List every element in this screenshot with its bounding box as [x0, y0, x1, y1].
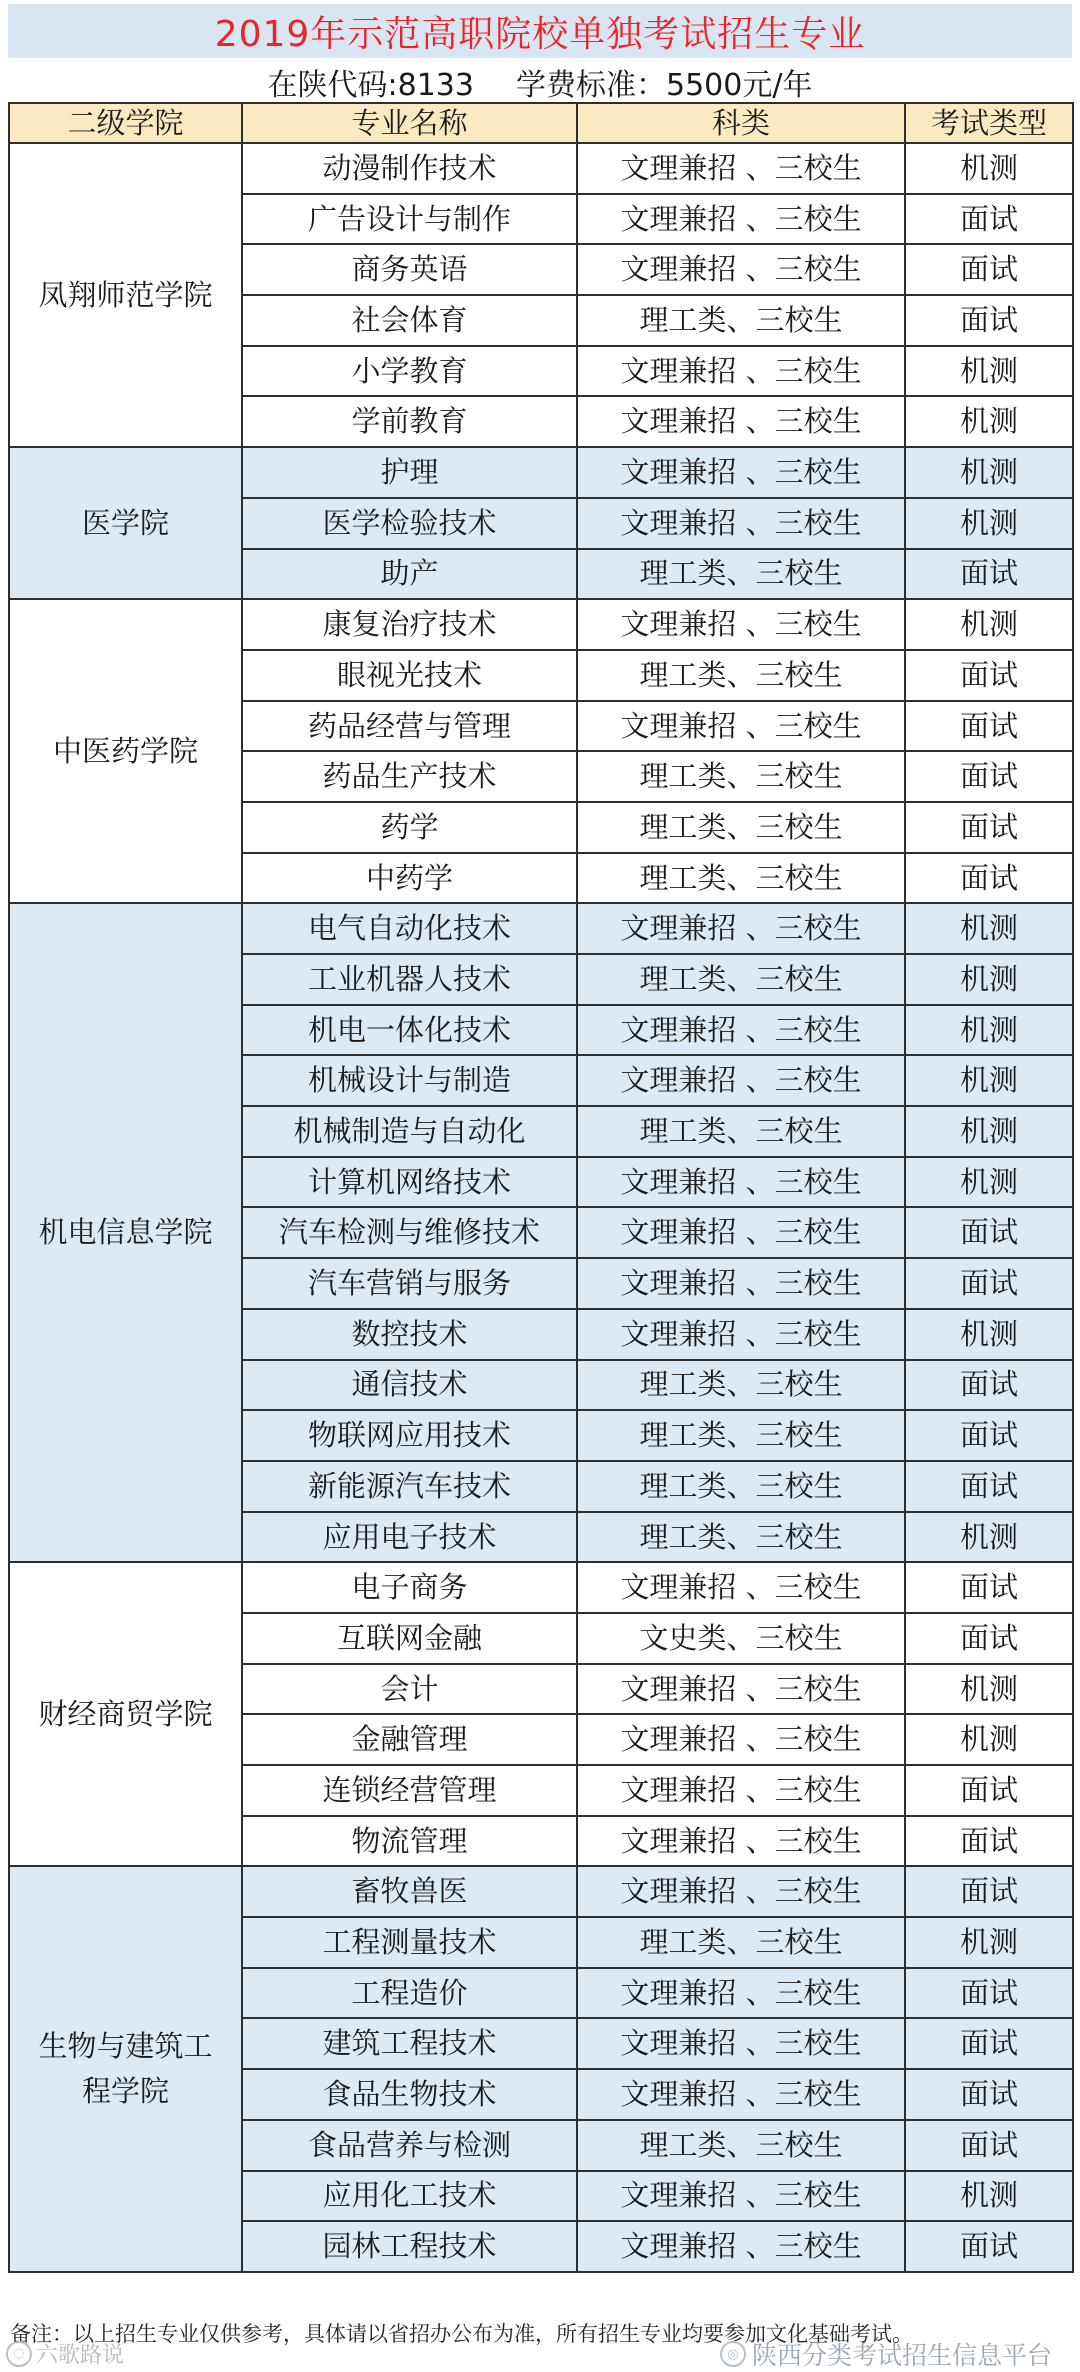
category-cell: 文理兼招 、三校生 [577, 1664, 905, 1715]
category-cell: 文理兼招 、三校生 [577, 1714, 905, 1765]
exam-type-cell: 面试 [905, 1816, 1073, 1867]
title-banner [8, 4, 1072, 58]
exam-type-cell: 面试 [905, 1968, 1073, 2019]
category-cell: 理工类、三校生 [577, 751, 905, 802]
exam-type-cell: 面试 [905, 1613, 1073, 1664]
table-row [9, 1866, 1073, 1917]
exam-type-cell: 机测 [905, 599, 1073, 650]
category-cell: 文理兼招 、三校生 [577, 599, 905, 650]
category-cell: 文理兼招 、三校生 [577, 1968, 905, 2019]
category-cell: 文理兼招 、三校生 [577, 1258, 905, 1309]
major-cell: 工程造价 [242, 1968, 577, 2019]
category-cell: 理工类、三校生 [577, 1106, 905, 1157]
major-cell: 应用化工技术 [242, 2171, 577, 2222]
college-cell: 中医药学院 [9, 599, 242, 903]
exam-type-cell: 面试 [905, 650, 1073, 701]
major-cell: 会计 [242, 1664, 577, 1715]
exam-type-cell: 机测 [905, 1106, 1073, 1157]
major-cell: 建筑工程技术 [242, 2018, 577, 2069]
table-row [9, 903, 1073, 954]
major-cell: 护理 [242, 447, 577, 498]
major-cell: 通信技术 [242, 1360, 577, 1411]
exam-type-cell: 面试 [905, 2018, 1073, 2069]
table-row [9, 447, 1073, 498]
header-exam-type: 考试类型 [905, 103, 1073, 143]
category-cell: 文理兼招 、三校生 [577, 903, 905, 954]
exam-type-cell: 机测 [905, 1309, 1073, 1360]
category-cell: 理工类、三校生 [577, 1410, 905, 1461]
category-cell: 文理兼招 、三校生 [577, 1055, 905, 1106]
exam-type-cell: 机测 [905, 2171, 1073, 2222]
major-cell: 应用电子技术 [242, 1512, 577, 1563]
exam-type-cell: 面试 [905, 1866, 1073, 1917]
exam-type-cell: 面试 [905, 295, 1073, 346]
exam-type-cell: 面试 [905, 802, 1073, 853]
wechat-icon: ◎ [720, 2341, 746, 2367]
major-cell: 机械制造与自动化 [242, 1106, 577, 1157]
major-cell: 工程测量技术 [242, 1917, 577, 1968]
category-cell: 文理兼招 、三校生 [577, 2221, 905, 2272]
category-cell: 理工类、三校生 [577, 295, 905, 346]
category-cell: 文理兼招 、三校生 [577, 701, 905, 752]
category-cell: 理工类、三校生 [577, 954, 905, 1005]
category-cell: 文理兼招 、三校生 [577, 1309, 905, 1360]
major-cell: 动漫制作技术 [242, 143, 577, 194]
exam-type-cell: 面试 [905, 2221, 1073, 2272]
exam-type-cell: 机测 [905, 903, 1073, 954]
category-cell: 文史类、三校生 [577, 1613, 905, 1664]
category-cell: 文理兼招 、三校生 [577, 1765, 905, 1816]
category-cell: 理工类、三校生 [577, 650, 905, 701]
category-cell: 文理兼招 、三校生 [577, 346, 905, 397]
major-cell: 汽车检测与维修技术 [242, 1207, 577, 1258]
major-cell: 助产 [242, 549, 577, 600]
exam-type-cell: 机测 [905, 1664, 1073, 1715]
major-cell: 畜牧兽医 [242, 1866, 577, 1917]
major-cell: 社会体育 [242, 295, 577, 346]
category-cell: 文理兼招 、三校生 [577, 1207, 905, 1258]
watermark-platform [720, 2336, 1052, 2372]
exam-type-cell: 机测 [905, 1157, 1073, 1208]
major-cell: 工业机器人技术 [242, 954, 577, 1005]
category-cell: 文理兼招 、三校生 [577, 447, 905, 498]
majors-table [8, 102, 1074, 2273]
exam-type-cell: 面试 [905, 1765, 1073, 1816]
category-cell: 文理兼招 、三校生 [577, 143, 905, 194]
exam-type-cell: 机测 [905, 954, 1073, 1005]
college-cell: 财经商贸学院 [9, 1562, 242, 1866]
header-category: 科类 [577, 103, 905, 143]
major-cell: 新能源汽车技术 [242, 1461, 577, 1512]
exam-type-cell: 面试 [905, 1360, 1073, 1411]
category-cell: 理工类、三校生 [577, 549, 905, 600]
major-cell: 药品生产技术 [242, 751, 577, 802]
category-cell: 文理兼招 、三校生 [577, 1157, 905, 1208]
major-cell: 机电一体化技术 [242, 1005, 577, 1056]
exam-type-cell: 机测 [905, 143, 1073, 194]
college-cell: 凤翔师范学院 [9, 143, 242, 447]
exam-type-cell: 面试 [905, 549, 1073, 600]
major-cell: 电气自动化技术 [242, 903, 577, 954]
major-cell: 汽车营销与服务 [242, 1258, 577, 1309]
major-cell: 计算机网络技术 [242, 1157, 577, 1208]
exam-type-cell: 面试 [905, 2120, 1073, 2171]
exam-type-cell: 面试 [905, 1461, 1073, 1512]
tuition-fee: 学费标准：5500元/年 [516, 68, 813, 103]
category-cell: 文理兼招 、三校生 [577, 194, 905, 245]
subtitle-row [0, 60, 1080, 104]
major-cell: 互联网金融 [242, 1613, 577, 1664]
exam-type-cell: 面试 [905, 853, 1073, 904]
exam-type-cell: 面试 [905, 701, 1073, 752]
category-cell: 文理兼招 、三校生 [577, 1005, 905, 1056]
major-cell: 药学 [242, 802, 577, 853]
major-cell: 机械设计与制造 [242, 1055, 577, 1106]
category-cell: 理工类、三校生 [577, 1360, 905, 1411]
exam-type-cell: 面试 [905, 194, 1073, 245]
major-cell: 物联网应用技术 [242, 1410, 577, 1461]
table-header-row [9, 103, 1073, 143]
table-row [9, 599, 1073, 650]
header-college: 二级学院 [9, 103, 242, 143]
table-body [9, 143, 1073, 2272]
category-cell: 文理兼招 、三校生 [577, 1816, 905, 1867]
major-cell: 连锁经营管理 [242, 1765, 577, 1816]
major-cell: 物流管理 [242, 1816, 577, 1867]
major-cell: 金融管理 [242, 1714, 577, 1765]
exam-type-cell: 机测 [905, 447, 1073, 498]
major-cell: 药品经营与管理 [242, 701, 577, 752]
category-cell: 理工类、三校生 [577, 1512, 905, 1563]
major-cell: 商务英语 [242, 244, 577, 295]
major-cell: 学前教育 [242, 396, 577, 447]
category-cell: 文理兼招 、三校生 [577, 2171, 905, 2222]
exam-type-cell: 机测 [905, 1005, 1073, 1056]
major-cell: 食品营养与检测 [242, 2120, 577, 2171]
major-cell: 食品生物技术 [242, 2069, 577, 2120]
major-cell: 广告设计与制作 [242, 194, 577, 245]
category-cell: 文理兼招 、三校生 [577, 2069, 905, 2120]
category-cell: 文理兼招 、三校生 [577, 244, 905, 295]
table-row [9, 1562, 1073, 1613]
major-cell: 眼视光技术 [242, 650, 577, 701]
exam-type-cell: 机测 [905, 498, 1073, 549]
category-cell: 文理兼招 、三校生 [577, 1562, 905, 1613]
exam-type-cell: 机测 [905, 346, 1073, 397]
category-cell: 文理兼招 、三校生 [577, 498, 905, 549]
exam-type-cell: 面试 [905, 244, 1073, 295]
table-row [9, 143, 1073, 194]
major-cell: 中药学 [242, 853, 577, 904]
header-major: 专业名称 [242, 103, 577, 143]
exam-type-cell: 面试 [905, 1410, 1073, 1461]
exam-type-cell: 面试 [905, 751, 1073, 802]
exam-type-cell: 面试 [905, 1562, 1073, 1613]
exam-type-cell: 机测 [905, 1055, 1073, 1106]
exam-type-cell: 面试 [905, 1207, 1073, 1258]
major-cell: 园林工程技术 [242, 2221, 577, 2272]
category-cell: 文理兼招 、三校生 [577, 2018, 905, 2069]
college-cell: 生物与建筑工 程学院 [9, 1866, 242, 2272]
watermark-platform-text: 陕西分类考试招生信息平台 [751, 2341, 1052, 2370]
category-cell: 理工类、三校生 [577, 802, 905, 853]
logo-icon: ◌ [6, 2341, 32, 2367]
college-cell: 医学院 [9, 447, 242, 599]
category-cell: 文理兼招 、三校生 [577, 396, 905, 447]
exam-type-cell: 机测 [905, 1917, 1073, 1968]
school-code: 在陕代码:8133 [267, 68, 474, 103]
category-cell: 理工类、三校生 [577, 1917, 905, 1968]
watermark-left [6, 2338, 124, 2369]
exam-type-cell: 机测 [905, 1512, 1073, 1563]
category-cell: 文理兼招 、三校生 [577, 1866, 905, 1917]
footnote: 备注：以上招生专业仅供参考，具体请以省招办公布为准，所有招生专业均要参加文化基础考试。 [10, 2322, 913, 2346]
watermark-left-text: 六歌路说 [36, 2343, 125, 2368]
major-cell: 小学教育 [242, 346, 577, 397]
major-cell: 电子商务 [242, 1562, 577, 1613]
exam-type-cell: 面试 [905, 1258, 1073, 1309]
major-cell: 数控技术 [242, 1309, 577, 1360]
exam-type-cell: 面试 [905, 2069, 1073, 2120]
college-cell: 机电信息学院 [9, 903, 242, 1562]
category-cell: 理工类、三校生 [577, 1461, 905, 1512]
major-cell: 康复治疗技术 [242, 599, 577, 650]
exam-type-cell: 机测 [905, 1714, 1073, 1765]
page-title: 2019年示范高职院校单独考试招生专业 [214, 13, 866, 55]
major-cell: 医学检验技术 [242, 498, 577, 549]
category-cell: 理工类、三校生 [577, 2120, 905, 2171]
category-cell: 理工类、三校生 [577, 853, 905, 904]
exam-type-cell: 机测 [905, 396, 1073, 447]
